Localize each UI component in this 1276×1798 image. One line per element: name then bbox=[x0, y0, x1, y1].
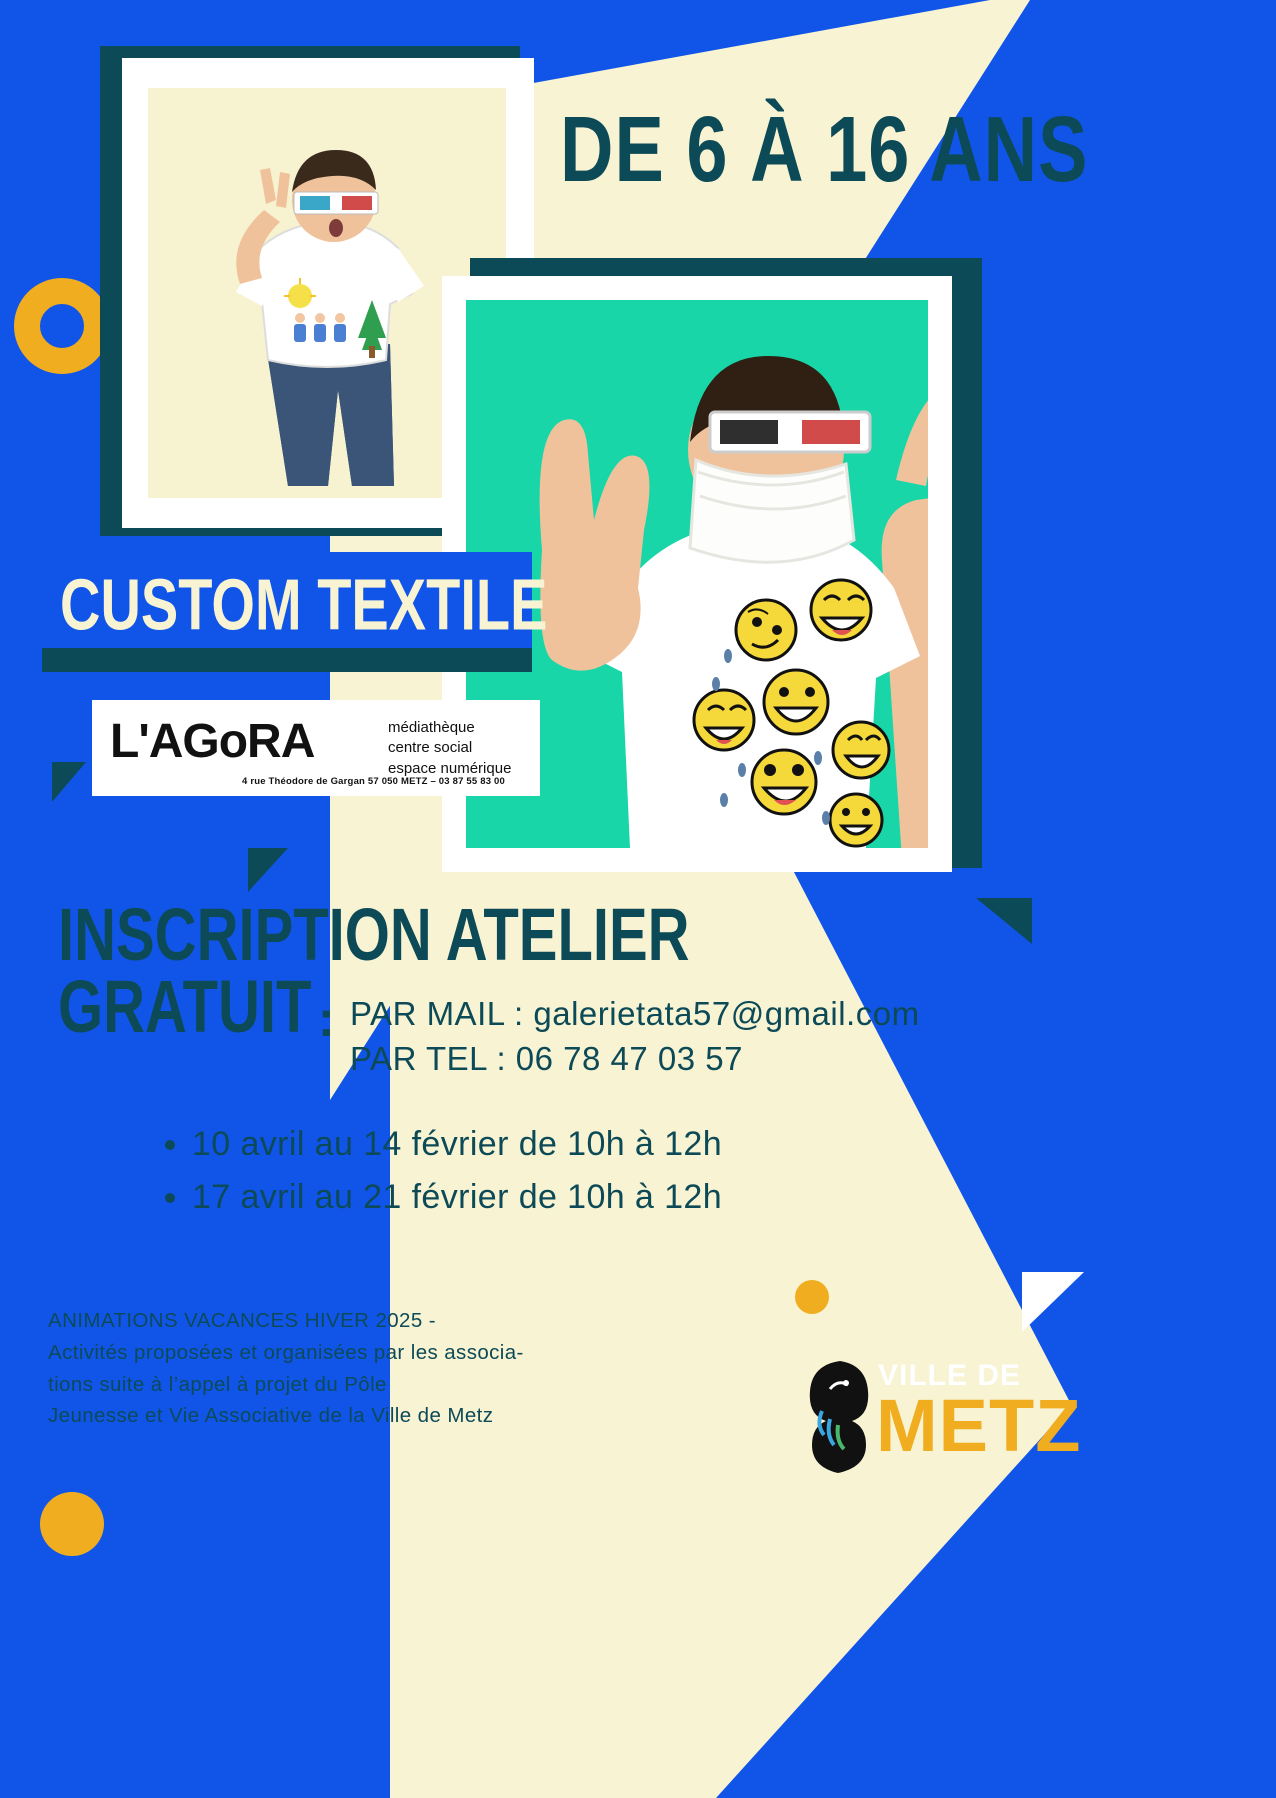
dates-list bbox=[160, 1118, 722, 1223]
inscription-heading-line-1: INSCRIPTION ATELIER bbox=[58, 893, 690, 977]
list-item: • 17 avril au 21 février de 10h à 12h bbox=[192, 1171, 722, 1224]
teal-triangle-three bbox=[976, 898, 1032, 944]
teal-triangle-two bbox=[248, 848, 288, 892]
list-item: • 10 avril au 14 février de 10h à 12h bbox=[192, 1118, 722, 1171]
agora-subtitle-line-3: espace numérique bbox=[388, 759, 512, 777]
agora-subtitle-line-2: centre social bbox=[388, 739, 473, 757]
agora-logo-subtitle bbox=[388, 718, 511, 779]
contact-tel: PAR TEL : 06 78 47 03 57 bbox=[350, 1039, 743, 1077]
metz-logo-top-text: VILLE DE bbox=[878, 1359, 1022, 1392]
agora-logo-address: 4 rue Théodore de Gargan 57 050 METZ – 03 87 55 83 00 bbox=[242, 776, 505, 787]
contact-block bbox=[350, 992, 920, 1081]
yellow-dot-large-shape bbox=[40, 1492, 104, 1556]
footer-note bbox=[48, 1305, 748, 1432]
footer-line-4: Jeunesse et Vie Associative de la Ville de Metz bbox=[48, 1404, 494, 1428]
agora-logo-name: L'AGoRA bbox=[110, 715, 315, 768]
agora-logo bbox=[92, 700, 540, 796]
agora-subtitle-line-1: médiathèque bbox=[388, 719, 475, 736]
inscription-colon: : bbox=[318, 991, 335, 1047]
ville-de-metz-logo bbox=[800, 1355, 1080, 1485]
background-blue-corner bbox=[716, 1178, 1276, 1798]
banner-title-text: CUSTOM TEXTILE bbox=[60, 563, 548, 646]
metz-logo-bottom-text: METZ bbox=[876, 1384, 1082, 1467]
yellow-dot-small-shape bbox=[795, 1280, 829, 1314]
white-triangle-shape bbox=[1022, 1272, 1084, 1332]
footer-line-2: Activités proposées et organisées par les associa- bbox=[48, 1340, 524, 1364]
contact-mail: PAR MAIL : galerietata57@gmail.com bbox=[350, 995, 920, 1032]
page-title-age: DE 6 À 16 ANS bbox=[560, 97, 1089, 201]
wave-lines-bottom-icon bbox=[134, 1490, 364, 1560]
wave-lines-right-icon bbox=[980, 786, 1090, 846]
metz-dragon-icon bbox=[800, 1355, 880, 1475]
footer-line-3: tions suite à l’appel à projet du Pôle bbox=[48, 1372, 387, 1396]
yellow-ring-shape bbox=[14, 278, 110, 374]
inscription-heading-line-2: GRATUIT bbox=[58, 964, 312, 1049]
footer-line-1: ANIMATIONS VACANCES HIVER 2025 - bbox=[48, 1309, 436, 1332]
teal-triangle-one bbox=[52, 762, 86, 802]
